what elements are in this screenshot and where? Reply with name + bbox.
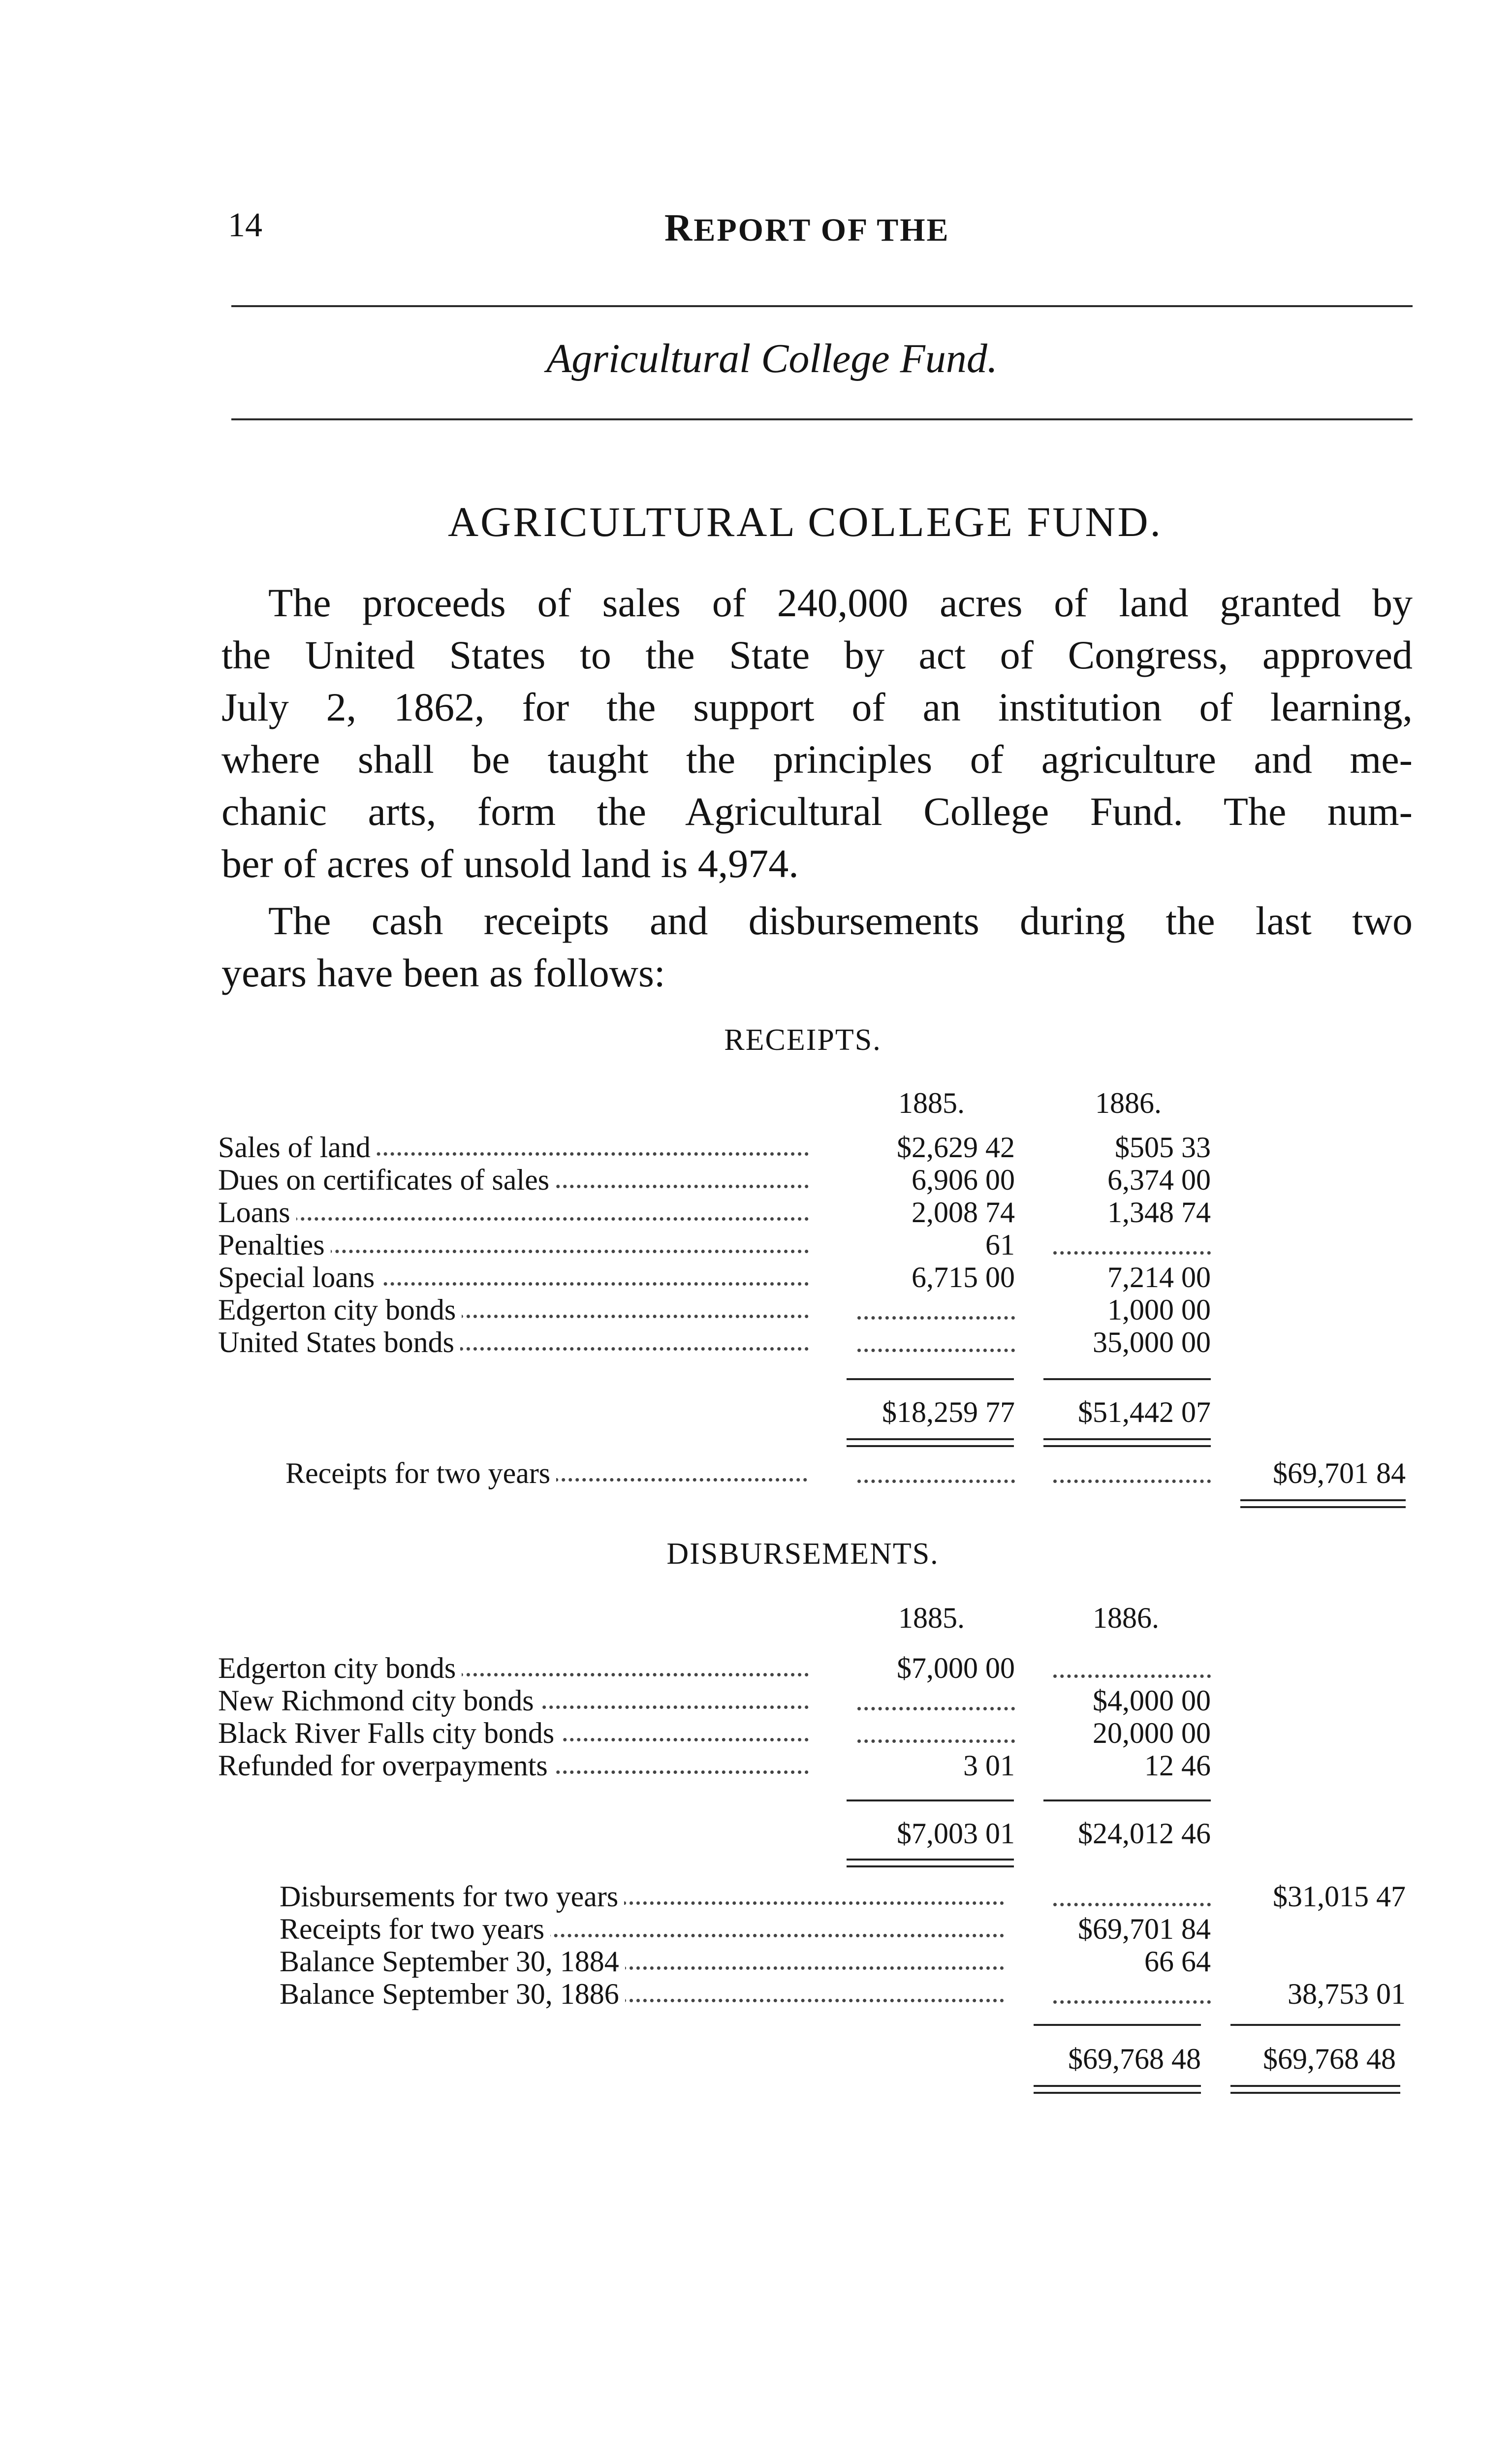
disbursements-year-1886: 1886.: [1093, 1602, 1159, 1634]
cell-1885-empty: [827, 1717, 1015, 1749]
summary-col2: 66 64: [1144, 1945, 1211, 1978]
table-row: [0, 1684, 1512, 1717]
sum-rule: [847, 1799, 1014, 1801]
total-1886: $24,012 46: [1078, 1817, 1211, 1850]
totals-row: [0, 1817, 1512, 1850]
row-label: Disbursements for two years: [280, 1880, 624, 1913]
row-label: Receipts for two years: [285, 1457, 556, 1489]
cell-1885: 6,906 00: [912, 1164, 1015, 1196]
double-rule: [1230, 2092, 1400, 2094]
page-number: 14: [228, 206, 262, 244]
receipts-year-1885: 1885.: [898, 1087, 965, 1119]
summary-col3: $31,015 47: [1273, 1880, 1406, 1913]
cell-empty: [1024, 1880, 1211, 1913]
cell-1886: 7,214 00: [1107, 1261, 1211, 1294]
cell-1886: 12 46: [1144, 1749, 1211, 1782]
cell-1885: $2,629 42: [897, 1131, 1015, 1164]
row-label: Refunded for overpayments: [218, 1749, 554, 1782]
double-rule: [847, 1865, 1014, 1867]
paragraph-line: chanic arts, form the Agricultural College Fund. The num-: [221, 789, 1413, 834]
summary-row: [0, 1978, 1512, 2010]
double-rule: [1230, 2085, 1400, 2087]
summary-row: [0, 1880, 1512, 1913]
sum-rule: [1230, 2024, 1400, 2026]
paragraph-line: ber of acres of unsold land is 4,974.: [221, 841, 799, 886]
cell-1886-empty: [1024, 1652, 1211, 1684]
section-heading: Agricultural College Fund.: [546, 336, 998, 381]
cell-1885: 6,715 00: [912, 1261, 1015, 1294]
leader-dots: [857, 1697, 1015, 1710]
table-row: [0, 1749, 1512, 1782]
double-rule: [1034, 2085, 1201, 2087]
row-label: Sales of land: [218, 1131, 377, 1164]
cell-1886: 1,000 00: [1107, 1294, 1211, 1326]
leader-dots: [1053, 1990, 1211, 2004]
running-head-rest: EPORT OF THE: [693, 212, 950, 248]
double-rule: [1034, 2092, 1201, 2094]
cell-1885: 61: [985, 1229, 1015, 1261]
row-label: Edgerton city bonds: [218, 1294, 462, 1326]
row-label: Balance September 30, 1886: [280, 1978, 625, 2010]
sum-rule: [1043, 1799, 1211, 1801]
summary-row: [0, 1913, 1512, 1945]
cell-1886: 35,000 00: [1093, 1326, 1211, 1358]
summary-col2: $69,701 84: [1078, 1913, 1211, 1945]
paragraph-line: The proceeds of sales of 240,000 acres of land granted by: [268, 580, 1413, 625]
page-title: AGRICULTURAL COLLEGE FUND.: [447, 498, 1163, 545]
leader-dots: [1053, 1893, 1211, 1906]
summary-row: [0, 1945, 1512, 1978]
paragraph-line: The cash receipts and disbursements during the last two: [268, 898, 1413, 943]
summary-col3: 38,753 01: [1288, 1978, 1406, 2010]
paragraph-line: July 2, 1862, for the support of an institution of learning,: [221, 685, 1413, 729]
cell-1885-empty: [827, 1684, 1015, 1717]
double-rule: [847, 1859, 1014, 1861]
row-label: Special loans: [218, 1261, 380, 1294]
row-label: Balance September 30, 1884: [280, 1945, 625, 1978]
cell-1886: $4,000 00: [1093, 1684, 1211, 1717]
row-label: Loans: [218, 1196, 296, 1229]
summary-total-col2: $69,768 48: [1068, 2043, 1201, 2075]
cell-1885: 3 01: [963, 1749, 1015, 1782]
summary-total-col3: $69,768 48: [1263, 2043, 1396, 2075]
table-row: [0, 1652, 1512, 1684]
row-label: New Richmond city bonds: [218, 1684, 540, 1717]
sum-rule: [1034, 2024, 1201, 2026]
total-1886: $51,442 07: [1078, 1396, 1211, 1428]
paragraph-line: years have been as follows:: [221, 950, 665, 995]
row-label: Penalties: [218, 1229, 331, 1261]
table-row: [0, 1717, 1512, 1749]
cell-1886: 1,348 74: [1107, 1196, 1211, 1229]
cell-1886: 20,000 00: [1093, 1717, 1211, 1749]
total-1885: $7,003 01: [897, 1817, 1015, 1850]
summary-totals-row: [0, 2043, 1512, 2075]
cell-1885: 2,008 74: [912, 1196, 1015, 1229]
row-label: Edgerton city bonds: [218, 1652, 462, 1684]
row-label: Dues on certificates of sales: [218, 1164, 555, 1196]
cell-1886: 6,374 00: [1107, 1164, 1211, 1196]
paragraph-line: the United States to the State by act of Congress, approved: [221, 632, 1413, 677]
receipts-year-1886: 1886.: [1095, 1087, 1162, 1119]
cell-1885: $7,000 00: [897, 1652, 1015, 1684]
row-label: Receipts for two years: [280, 1913, 550, 1945]
cell-1886: $505 33: [1115, 1131, 1211, 1164]
two-year-total: $69,701 84: [1273, 1457, 1406, 1489]
total-1885: $18,259 77: [882, 1396, 1015, 1428]
leader-dots: [1053, 1665, 1211, 1678]
leader-dots: [857, 1730, 1015, 1743]
row-label: Black River Falls city bonds: [218, 1717, 560, 1749]
cell-empty: [1024, 1978, 1211, 2010]
disbursements-title: DISBURSEMENTS.: [666, 1537, 939, 1571]
row-label: United States bonds: [218, 1326, 460, 1358]
receipts-title: RECEIPTS.: [724, 1023, 882, 1057]
disbursements-year-1885: 1885.: [898, 1602, 965, 1634]
paragraph-line: where shall be taught the principles of agriculture and me-: [221, 737, 1413, 782]
running-head-initial: R: [664, 206, 694, 249]
